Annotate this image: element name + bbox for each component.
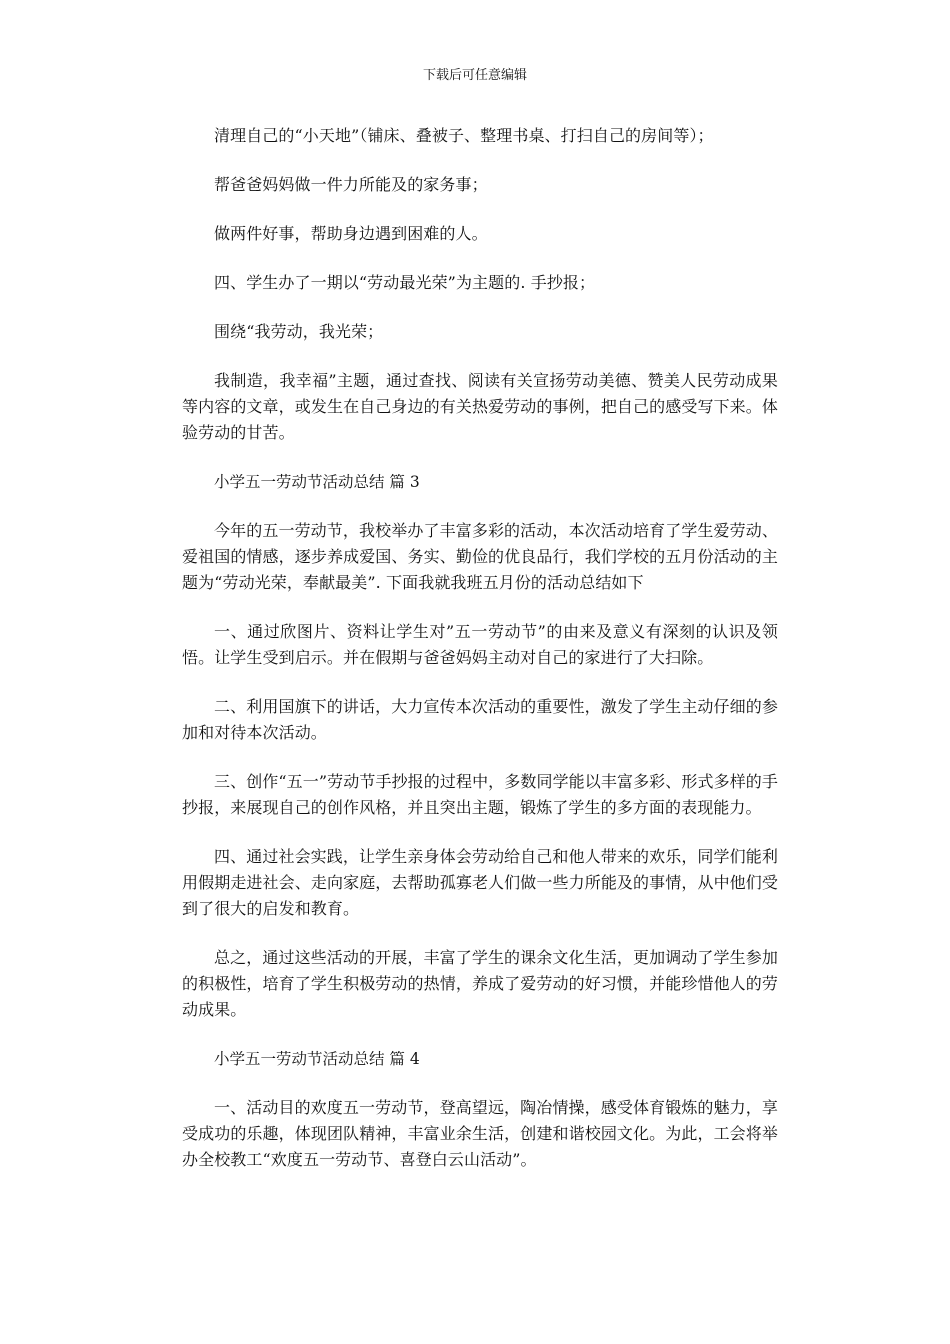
paragraph: 一、通过欣图片、资料让学生对”五一劳动节”的由来及意义有深刻的认识及领悟。让学生受到启示。并在假期与爸爸妈妈主动对自己的家进行了大扫除。 — [182, 622, 778, 667]
paragraph: 总之，通过这些活动的开展，丰富了学生的课余文化生活，更加调动了学生参加的积极性，培育了学生积极劳动的热情，养成了爱劳动的好习惯，并能珍惜他人的劳动成果。 — [182, 948, 778, 1019]
paragraph: 今年的五一劳动节，我校举办了丰富多彩的活动，本次活动培育了学生爱劳动、爱祖国的情感，逐步养成爱国、务实、勤俭的优良品行，我们学校的五月份活动的主题为“劳动光荣，奉献最美”. 下面我就我班五月份的活动总结如下 — [182, 521, 778, 592]
section-heading: 小学五一劳动节活动总结 篇 3 — [214, 473, 420, 491]
paragraph: 围绕“我劳动，我光荣； — [214, 322, 384, 341]
paragraph: 四、通过社会实践，让学生亲身体会劳动给自己和他人带来的欢乐，同学们能利用假期走进社会、走向家庭，去帮助孤寡老人们做一些力所能及的事情，从中他们受到了很大的启发和教育。 — [182, 847, 778, 918]
paragraph: 三、创作“五一”劳动节手抄报的过程中，多数同学能以丰富多彩、形式多样的手抄报，来展现自己的创作风格，并且突出主题，锻炼了学生的多方面的表现能力。 — [182, 772, 778, 817]
section-heading: 小学五一劳动节活动总结 篇 4 — [214, 1050, 420, 1068]
paragraph: 做两件好事，帮助身边遇到困难的人。 — [214, 224, 488, 243]
paragraph: 我制造，我幸福”主题，通过查找、阅读有关宣扬劳动美德、赞美人民劳动成果等内容的文章，或发生在自己身边的有关热爱劳动的事例，把自己的感受写下来。体验劳动的甘苦。 — [182, 371, 778, 442]
page-header: 下载后可任意编辑 — [422, 68, 527, 83]
paragraph: 帮爸爸妈妈做一件力所能及的家务事； — [214, 175, 488, 194]
paragraph: 四、学生办了一期以“劳动最光荣”为主题的. 手抄报； — [214, 273, 596, 292]
document-body — [182, 123, 778, 1196]
paragraph: 二、利用国旗下的讲话，大力宣传本次活动的重要性，激发了学生主动仔细的参加和对待本次活动。 — [182, 697, 778, 742]
paragraph: 一、活动目的欢度五一劳动节，登高望远，陶冶情操，感受体育锻炼的魅力，享受成功的乐趣，体现团队精神，丰富业余生活，创建和谐校园文化。为此，工会将举办全校教工“欢度五一劳动节、喜登白云山活动”。 — [182, 1098, 778, 1169]
paragraph: 清理自己的“小天地”（铺床、叠被子、整理书桌、打扫自己的房间等）； — [214, 126, 714, 145]
